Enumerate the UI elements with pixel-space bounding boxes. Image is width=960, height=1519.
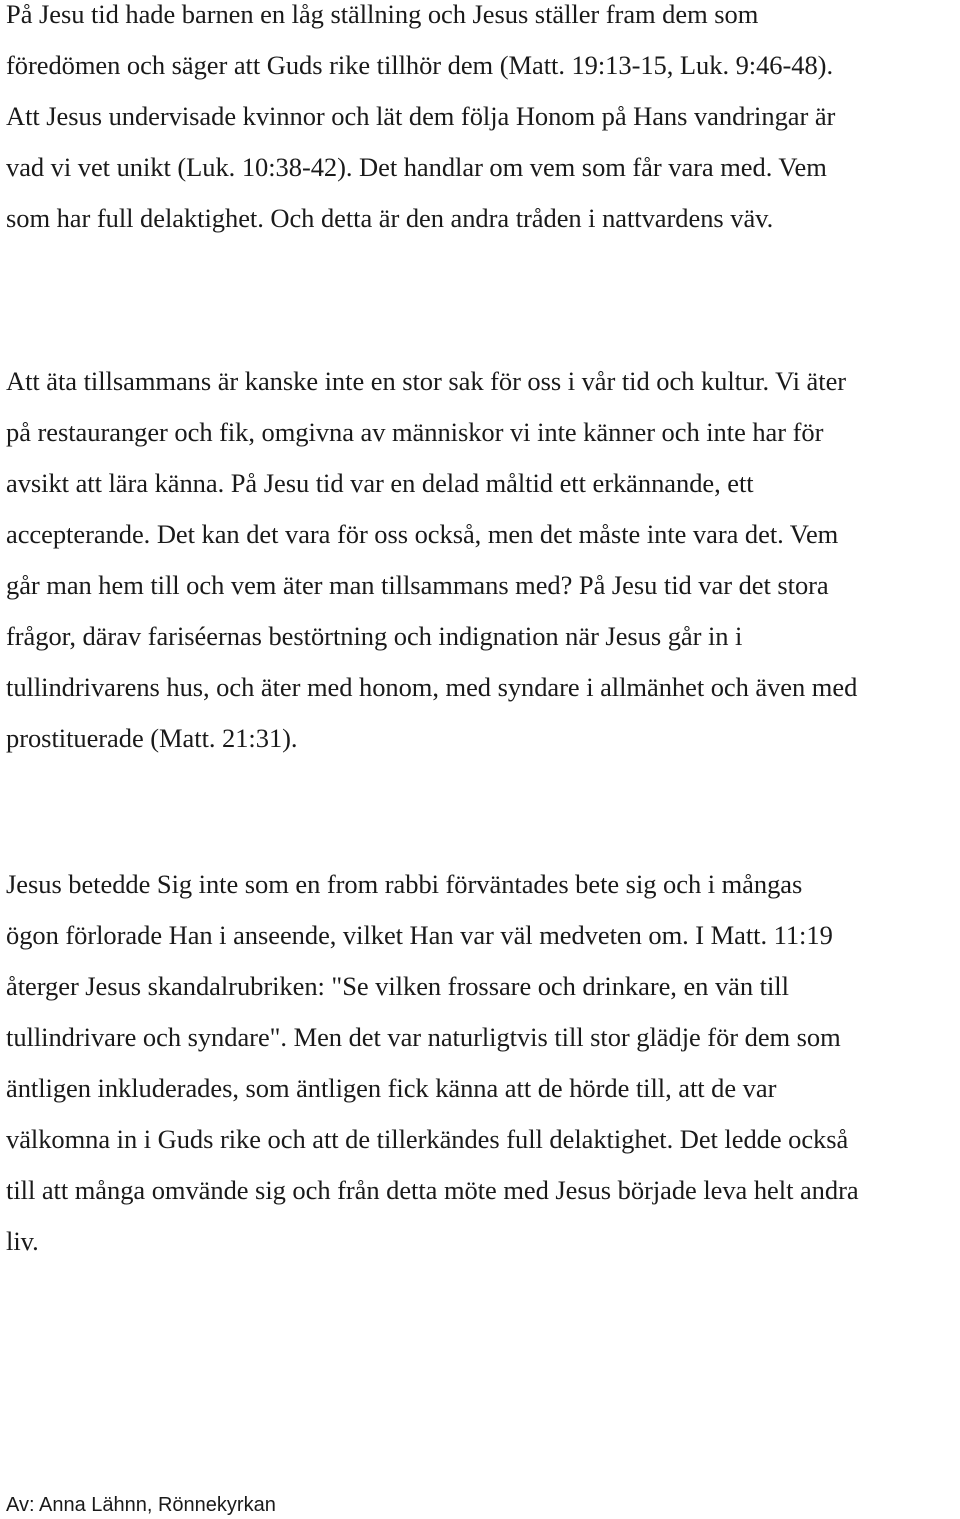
paragraph-1 [6,0,835,255]
text-line: frågor, därav fariséernas bestörtning och indignation när Jesus går in i [6,621,743,651]
paragraph-2 [6,367,857,775]
text-line: äntligen inkluderades, som äntligen fick känna att de hörde till, att de var [6,1073,777,1103]
text-line: tullindrivare och syndare". Men det var naturligtvis till stor glädje för dem som [6,1022,841,1052]
text-line: som har full delaktighet. Och detta är den andra tråden i nattvardens väv. [6,203,774,233]
text-line: Att äta tillsammans är kanske inte en stor sak för oss i vår tid och kultur. Vi äter [6,366,847,396]
text-line: Att Jesus undervisade kvinnor och lät dem följa Honom på Hans vandringar är [6,101,836,131]
text-line: liv. [6,1226,39,1256]
page-footer-author: Av: Anna Lähnn, Rönnekyrkan [6,1494,276,1516]
text-line: Jesus betedde Sig inte som en from rabbi förväntades bete sig och i mångas [6,869,803,899]
text-line: återger Jesus skandalrubriken: "Se vilken frossare och drinkare, en vän till [6,971,789,1001]
text-line: På Jesu tid hade barnen en låg ställning och Jesus ställer fram dem som [6,0,759,29]
text-line: till att många omvände sig och från detta möte med Jesus började leva helt andra [6,1175,859,1205]
text-line: välkomna in i Guds rike och att de tillerkändes full delaktighet. Det ledde också [6,1124,849,1154]
text-line: på restauranger och fik, omgivna av människor vi inte känner och inte har för [6,417,824,447]
paragraph-3 [6,870,859,1278]
text-line: ögon förlorade Han i anseende, vilket Han var väl medveten om. I Matt. 11:19 [6,920,833,950]
text-line: föredömen och säger att Guds rike tillhör dem (Matt. 19:13-15, Luk. 9:46-48). [6,50,834,80]
text-line: prostituerade (Matt. 21:31). [6,723,298,753]
text-line: vad vi vet unikt (Luk. 10:38-42). Det handlar om vem som får vara med. Vem [6,152,827,182]
text-line: går man hem till och vem äter man tillsammans med? På Jesu tid var det stora [6,570,829,600]
text-line: accepterande. Det kan det vara för oss också, men det måste inte vara det. Vem [6,519,839,549]
text-line: tullindrivarens hus, och äter med honom, med syndare i allmänhet och även med [6,672,858,702]
text-line: avsikt att lära känna. På Jesu tid var en delad måltid ett erkännande, ett [6,468,754,498]
